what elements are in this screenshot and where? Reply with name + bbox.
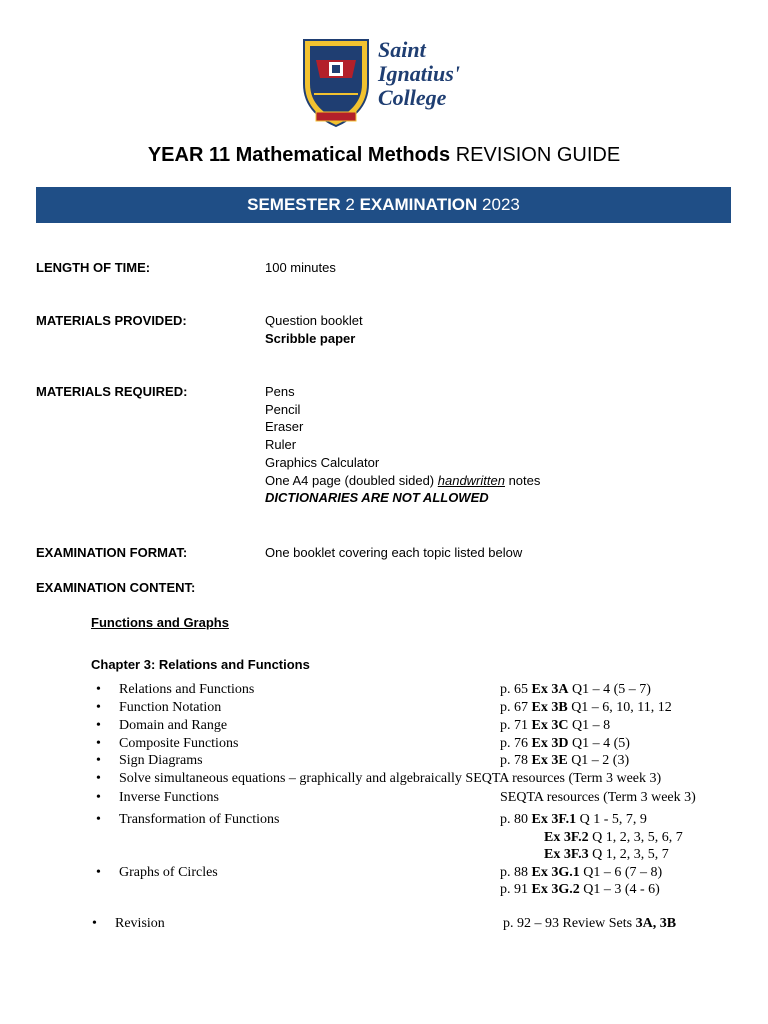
topic-name: Transformation of Functions xyxy=(119,812,280,827)
bullet-icon: • xyxy=(96,682,101,697)
school-logo xyxy=(302,38,472,128)
school-name-line3: College xyxy=(378,85,447,110)
title-bold: YEAR 11 Mathematical Methods xyxy=(147,144,451,166)
provided-list xyxy=(265,312,363,347)
section-heading: Functions and Graphs xyxy=(91,615,229,630)
topic-ref: Ex 3F.3 Q 1, 2, 3, 5, 7 xyxy=(544,847,669,862)
banner-number: 2 xyxy=(340,195,360,214)
content-label: EXAMINATION CONTENT: xyxy=(36,580,196,595)
topic-ref: p. 88 Ex 3G.1 Q1 – 6 (7 – 8) xyxy=(500,865,663,880)
school-name xyxy=(378,38,460,110)
required-item: Graphics Calculator xyxy=(265,454,380,470)
notes-item: One A4 page (doubled sided) handwritten notes xyxy=(265,472,541,488)
bullet-icon: • xyxy=(96,753,101,768)
bullet-icon: • xyxy=(96,718,101,733)
bullet-icon: • xyxy=(96,771,101,786)
topic-ref: SEQTA resources (Term 3 week 3) xyxy=(500,790,696,805)
bullet-icon: • xyxy=(92,916,97,931)
provided-label: MATERIALS PROVIDED: xyxy=(36,313,187,328)
topic-name: Domain and Range xyxy=(119,718,228,733)
bullet-icon: • xyxy=(96,865,101,880)
exam-banner xyxy=(36,187,731,223)
provided-item: Question booklet xyxy=(265,313,363,328)
topic-name: Sign Diagrams xyxy=(119,753,203,768)
topic-ref: p. 71 Ex 3C Q1 – 8 xyxy=(500,718,611,733)
bullet-icon: • xyxy=(96,790,101,805)
length-label: LENGTH OF TIME: xyxy=(36,260,151,275)
topic-ref: p. 65 Ex 3A Q1 – 4 (5 – 7) xyxy=(500,682,651,697)
topic-ref: p. 67 Ex 3B Q1 – 6, 10, 11, 12 xyxy=(500,700,672,715)
banner-examination: EXAMINATION xyxy=(359,195,478,214)
topic-name: Function Notation xyxy=(119,700,222,715)
title-normal: REVISION GUIDE xyxy=(450,144,621,166)
topic-ref: p. 80 Ex 3F.1 Q 1 - 5, 7, 9 xyxy=(500,812,647,827)
format-label: EXAMINATION FORMAT: xyxy=(36,545,188,560)
banner-year: 2023 xyxy=(477,195,520,214)
topic-ref: p. 92 – 93 Review Sets 3A, 3B xyxy=(503,916,677,931)
topic-ref: p. 91 Ex 3G.2 Q1 – 3 (4 - 6) xyxy=(500,882,660,897)
length-value: 100 minutes xyxy=(265,260,336,275)
bullet-icon: • xyxy=(96,736,101,751)
required-item: Pens xyxy=(265,384,295,399)
topic-name: Graphs of Circles xyxy=(119,865,218,880)
required-item: Ruler xyxy=(265,437,297,453)
format-value: One booklet covering each topic listed below xyxy=(265,545,523,560)
topic-ref: Ex 3F.2 Q 1, 2, 3, 5, 6, 7 xyxy=(544,830,683,845)
bullet-icon: • xyxy=(96,700,101,715)
dictionaries-warning: DICTIONARIES ARE NOT ALLOWED xyxy=(265,490,489,506)
provided-item: Scribble paper xyxy=(265,330,356,346)
school-crest-icon xyxy=(302,38,370,128)
required-list xyxy=(265,383,540,507)
school-name-line2: Ignatius' xyxy=(378,61,460,86)
required-item: Pencil xyxy=(265,401,301,417)
topic-name: Inverse Functions xyxy=(119,790,219,805)
required-label: MATERIALS REQUIRED: xyxy=(36,384,188,399)
topic-ref: p. 78 Ex 3E Q1 – 2 (3) xyxy=(500,753,630,768)
simultaneous-topic: Solve simultaneous equations – graphically and algebraically SEQTA resources (Term 3 week 3) xyxy=(119,771,662,786)
topic-name: Revision xyxy=(115,916,165,931)
topic-ref: p. 76 Ex 3D Q1 – 4 (5) xyxy=(500,736,630,751)
chapter-heading: Chapter 3: Relations and Functions xyxy=(91,657,310,672)
banner-semester: SEMESTER xyxy=(247,195,341,214)
school-name-line1: Saint xyxy=(378,37,426,62)
required-item: Eraser xyxy=(265,419,304,435)
page-title xyxy=(0,144,768,167)
topic-name: Composite Functions xyxy=(119,736,239,751)
bullet-icon: • xyxy=(96,812,101,827)
topic-name: Relations and Functions xyxy=(119,682,255,697)
